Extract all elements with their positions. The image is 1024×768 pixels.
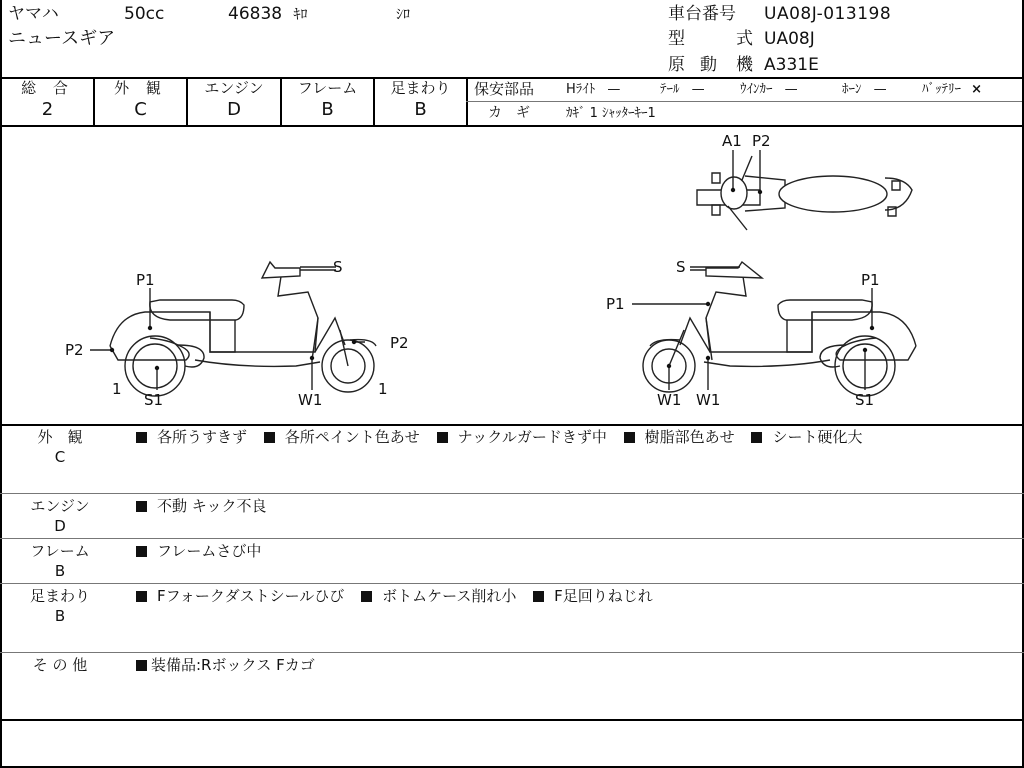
- grade-label: エンジン: [204, 79, 264, 97]
- diagram-label-p1-right-front: P1: [606, 295, 625, 313]
- bullet-icon: [624, 432, 635, 443]
- detail-category: 外 観: [37, 428, 83, 446]
- diagram-label-w1-right-a: W1: [657, 391, 682, 409]
- detail-row-frame: [0, 542, 1024, 582]
- detail-note: フレームさび中: [157, 542, 262, 560]
- detail-bottom-line: [0, 719, 1024, 721]
- diagram-bottom-line: [0, 424, 1024, 426]
- detail-divider-3: [0, 583, 1024, 584]
- diagram-label-p1-left: P1: [136, 271, 155, 289]
- diagram-label-a1: A1: [722, 132, 742, 150]
- diagram-label-w1-right-b: W1: [696, 391, 721, 409]
- mileage-unit: ｷﾛ: [293, 7, 308, 23]
- diagram-label-s1-right: S1: [855, 391, 875, 409]
- detail-note: F足回りねじれ: [554, 587, 653, 605]
- detail-grade: C: [54, 448, 66, 466]
- safety-item-headlight: [566, 83, 620, 96]
- grade-cell-frame: [282, 81, 373, 119]
- safety-item-name: ﾎｰﾝ: [842, 82, 862, 97]
- grade-label: 外 観: [114, 79, 167, 97]
- detail-notes: [136, 589, 653, 604]
- detail-row-other: [0, 656, 1024, 716]
- detail-note: シート硬化大: [772, 428, 863, 446]
- bullet-icon: [361, 591, 372, 602]
- safety-item-tail: [660, 83, 705, 96]
- grade-value: C: [134, 99, 147, 120]
- detail-notes: [136, 430, 862, 445]
- top-view-scooter-icon: [697, 156, 912, 230]
- detail-notes: [136, 499, 266, 514]
- diagram-label-s1-left: S1: [144, 391, 164, 409]
- detail-category: 足まわり: [29, 587, 90, 605]
- safety-item-name: ｳｲﾝｶｰ: [740, 82, 773, 97]
- detail-note: Fフォークダストシールひび: [157, 587, 345, 605]
- detail-category: フレーム: [30, 542, 90, 560]
- detail-note: 各所うすきず: [157, 428, 248, 446]
- diagram-label-p2-left-front: P2: [390, 334, 409, 352]
- engine-label-2: 動: [700, 55, 717, 75]
- maker: ヤマハ: [8, 4, 59, 24]
- detail-note: 不動 キック不良: [157, 497, 267, 515]
- safety-item-battery: [922, 83, 982, 96]
- safety-item-name: Hﾗｲﾄ: [566, 82, 596, 97]
- diagram-label-s-left: S: [333, 258, 343, 276]
- detail-note: 装備品:Rボックス Fカゴ: [151, 656, 315, 674]
- grade-value: B: [414, 99, 427, 120]
- diagram-label-s-right: S: [676, 258, 686, 276]
- bullet-icon: [264, 432, 275, 443]
- frame-no-label: 車台番号: [668, 4, 736, 24]
- detail-row-exterior: [0, 428, 1024, 492]
- detail-row-suspension: [0, 587, 1024, 647]
- type-label-2: 式: [736, 29, 753, 49]
- bullet-icon: [136, 591, 147, 602]
- detail-divider-2: [0, 538, 1024, 539]
- grade-value: 2: [41, 99, 54, 120]
- bullet-icon: [751, 432, 762, 443]
- bullet-icon: [136, 546, 147, 557]
- grade-value: D: [227, 99, 241, 120]
- safety-item-mark: —: [691, 82, 705, 97]
- detail-note: ナックルガードきず中: [457, 428, 607, 446]
- diagram-label-p1-right-rear: P1: [861, 271, 880, 289]
- mileage: [228, 6, 308, 23]
- grade-cell-overall: [2, 81, 93, 119]
- frame-no: UA08J-013198: [764, 4, 892, 24]
- detail-divider-1: [0, 493, 1024, 494]
- bullet-icon: [533, 591, 544, 602]
- diagram-label-1-left-front: 1: [378, 380, 388, 398]
- diagram-label-1-left-rear: 1: [112, 380, 122, 398]
- bullet-icon: [136, 660, 147, 671]
- detail-note: 各所ペイント色あせ: [284, 428, 420, 446]
- key-label: カ ギ: [488, 105, 530, 121]
- engine-value: A331E: [764, 55, 819, 75]
- grade-cell-engine: [188, 81, 280, 119]
- grade-label: 総 合: [21, 79, 74, 97]
- key-value: ｶｷﾞ 1 ｼｬｯﾀｰｷｰ1: [566, 106, 656, 121]
- displacement: 50cc: [124, 4, 165, 24]
- detail-divider-4: [0, 652, 1024, 653]
- safety-label: 保安部品: [474, 80, 535, 98]
- detail-category: そ の 他: [32, 656, 88, 674]
- grade-cell-exterior: [95, 81, 186, 119]
- grade-label: 足まわり: [390, 79, 451, 97]
- detail-notes: [136, 658, 315, 673]
- safety-item-mark: ×: [971, 82, 983, 97]
- engine-label-1: 原: [668, 55, 685, 75]
- grade-value: B: [321, 99, 334, 120]
- damage-diagram: [0, 126, 1024, 424]
- detail-grade: D: [54, 517, 66, 535]
- safety-item-name: ﾃｰﾙ: [660, 82, 680, 97]
- detail-category: エンジン: [30, 497, 90, 515]
- safety-divider: [466, 101, 1022, 102]
- bullet-icon: [136, 432, 147, 443]
- type-value: UA08J: [764, 29, 815, 49]
- safety-item-mark: —: [607, 82, 621, 97]
- detail-notes: [136, 544, 261, 559]
- detail-grade: B: [54, 562, 66, 580]
- detail-grade: B: [54, 607, 66, 625]
- color: ｼﾛ: [396, 7, 410, 23]
- detail-row-engine: [0, 497, 1024, 537]
- bullet-icon: [437, 432, 448, 443]
- diagram-label-p2-top: P2: [752, 132, 771, 150]
- detail-note: ボトムケース削れ小: [382, 587, 517, 605]
- type-label-1: 型: [668, 29, 685, 49]
- safety-item-horn: [842, 83, 887, 96]
- diagram-label-w1-left: W1: [298, 391, 323, 409]
- safety-item-mark: —: [873, 82, 887, 97]
- detail-note: 樹脂部色あせ: [644, 428, 735, 446]
- grade-label: フレーム: [297, 79, 358, 97]
- safety-item-winker: [740, 83, 798, 96]
- grade-cell-suspension: [375, 81, 466, 119]
- model-name: ニュースギア: [8, 28, 116, 49]
- engine-label-3: 機: [736, 55, 753, 75]
- bullet-icon: [136, 501, 147, 512]
- diagram-label-p2-left-rear: P2: [65, 341, 84, 359]
- safety-item-mark: —: [784, 82, 798, 97]
- safety-item-name: ﾊﾞｯﾃﾘｰ: [922, 82, 961, 97]
- mileage-value: 46838: [228, 4, 283, 24]
